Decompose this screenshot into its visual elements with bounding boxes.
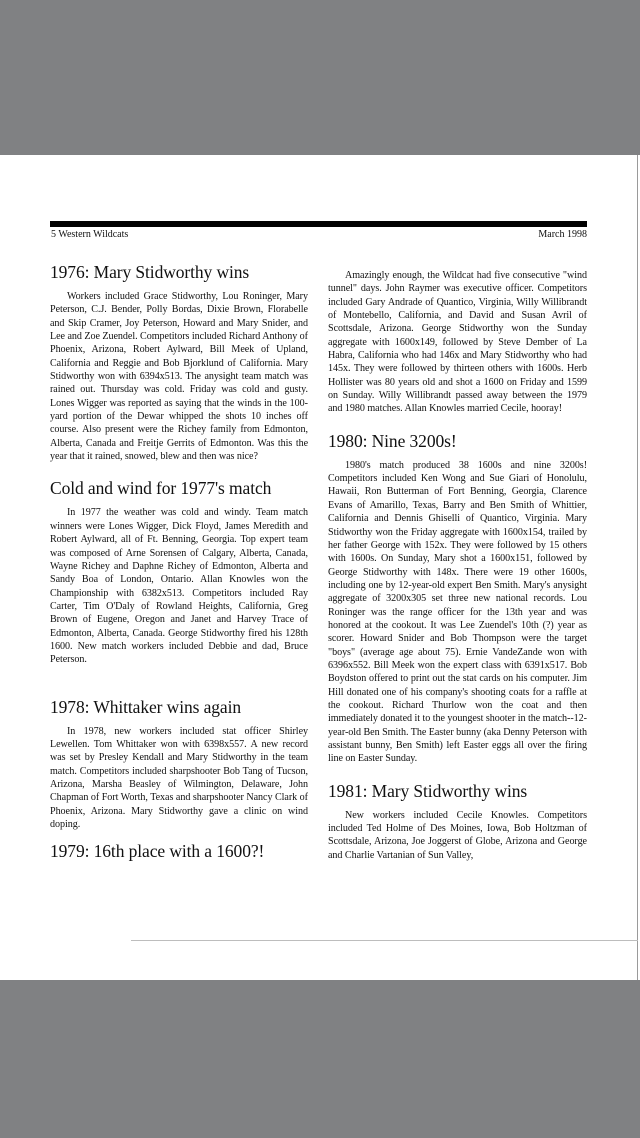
left-column: [50, 262, 308, 876]
section-1979-continued: [328, 269, 587, 416]
section-body: In 1978, new workers included stat officer Shirley Lewellen. Tom Whittaker won with 6398x557. A new record was set by Presley Kendall and Mary Stidworthy in the team match. Competitors included sharpshooter Bob Tang of Tucson, Arizona, Marsha Beasley of Wilmington, Delaware, John Chapman of Fort Worth, Texas and sharpshooter Nancy Clark of Phoenix, Arizona. Mary Stidworthy gave a clinic on wind doping.: [50, 725, 308, 830]
section-body: In 1977 the weather was cold and windy. Team match winners were Lones Wigger, Dick Floyd, James Meredith and Robert Aylward, all of Ft. Benning, Georgia. Top expert team was composed of Arne Sorensen of Calgary, Alberta, Canada, Wayne Richey and Daphne Richey of Edmonton, Alberta and Sandy Boa of London, Ontario. Allan Knowles won the Championship with 6382x513. Competitors included Ray Carter, Tim O'Daly of Rowland Heights, California, Greg Brown of Eugene, Oregon and Janet and Harvey Trace of Edmonton, Alberta, Canada. George Stidworthy fired his 128th 1600. New match workers included Debbie and dad, Bruce Peterson.: [50, 507, 308, 666]
page-edge-line: [637, 155, 638, 980]
section-heading: 1980: Nine 3200s!: [328, 430, 457, 451]
section-body: 1980's match produced 38 1600s and nine 3200s! Competitors included Ken Wong and Sue Giari of Honolulu, Hawaii, Ron Butterman of Fort Benning, Georgia, Clarence Evans of Amarillo, Texas, Barry and Ben Smith of Whittier, California and Dennis Ghiselli of Quantico, Virginia. Mary Stidworthy won the Friday aggregate with 1600x154, trailed by her father George with 152x. They were followed by 15 others with 1600s. On Sunday, Mary shot a 1600x151, followed by George Stidworthy with 148x. There were 19 other 1600s, including one by 12-year-old expert Ben Smith. Mary's anysight aggregate of 3200x305 set three new national records. Lou Roninger was the range officer for the 13th year and was honored at the cookout. It was Lee Zuendel's 10th (?) year as scorer. Howard Snider and Bob Thompson were the target "boys" (average age about 75). Ernie VandeZande won with 6396x552. Bill Meek won the expert class with 6391x517. Bob Boydston offered to print out the stat cards on his computer. Jim Hill donated one of his company's shooting coats for a raffle at the cookout. Richard Thurlow won the coat and then immediately donated it to the youngest shooter in the match--12-year-old Ben Smith. The Easter bunny (aka Denny Peterson with assistant bunny, Ben Smith) left Easter eggs all over the firing line on Easter Sunday.: [328, 459, 587, 765]
header-rule: [50, 221, 587, 227]
section-heading: 1976: Mary Stidworthy wins: [50, 262, 250, 282]
section-heading: 1979: 16th place with a 1600?!: [50, 841, 265, 862]
section-1976: [50, 262, 308, 463]
running-head-title: 5 Western Wildcats: [51, 229, 129, 240]
section-heading: 1981: Mary Stidworthy wins: [328, 780, 528, 801]
section-body: Workers included Grace Stidworthy, Lou Roninger, Mary Peterson, C.J. Bender, Polly Bordas, Dixie Brown, Florabelle and Skip Cramer, Joy Peterson, Howard and Mary Snider, and Lee and Zoe Zuendel. Competitors included Richard Anthony of Phoenix, Arizona, Robert Aylward, Bill Meek of Upland, California and Reggie and Bob Bjorklund of California. Mary Stidworthy won with 6394x513. The anysight team match was rained out. Thursday was cold. Friday was cold and gusty. Lones Wigger was reported as saying that the winds in the 100-yard portion of the Dewar whipped the shots 10 inches off course. Also present were the Richey family from Edmonton, Alberta, Canada and Freitje Gerrits of Edmonton. Was this the year that it rained, snowed, blew and then was nice?: [50, 291, 308, 463]
section-body: Amazingly enough, the Wildcat had five consecutive "wind tunnel" days. John Raymer was executive officer. Competitors included Gary Andrade of Quantico, Virginia, Willy Willibrandt of Montebello, California, and David and Susan Avril of Scottsdale, Arizona. George Stidworthy won the Sunday aggregate with 1600x149, followed by Steve Dember of La Habra, California who had 146x and Mary Stidworthy who had 145x. They were followed by thirteen others with 1600s. Herb Hollister was 80 years old and shot a 1600 on Friday and 1599 on Sunday. Willy Willibrandt passed away between the 1979 and 1980 matches. Allan Knowles married Cecile, hooray!: [328, 270, 587, 415]
section-heading: 1978: Whittaker wins again: [50, 696, 241, 717]
section-1979: [50, 841, 308, 861]
right-column: [328, 269, 587, 877]
section-1981: [328, 781, 587, 862]
running-head-date: March 1998: [538, 229, 587, 240]
section-1978: [50, 697, 308, 832]
section-body: New workers included Cecile Knowles. Competitors included Ted Holme of Des Moines, Iowa, Bob Holtzman of Scottsdale, Arizona, Joe Joggerst of Globe, Arizona and George and Charlie Vartanian of Sun Valley,: [328, 809, 587, 861]
section-1977: [50, 478, 308, 666]
section-1980: [328, 431, 587, 766]
section-heading: Cold and wind for 1977's match: [50, 478, 272, 499]
bottom-rule: [131, 940, 638, 941]
newsletter-page: [0, 155, 640, 980]
